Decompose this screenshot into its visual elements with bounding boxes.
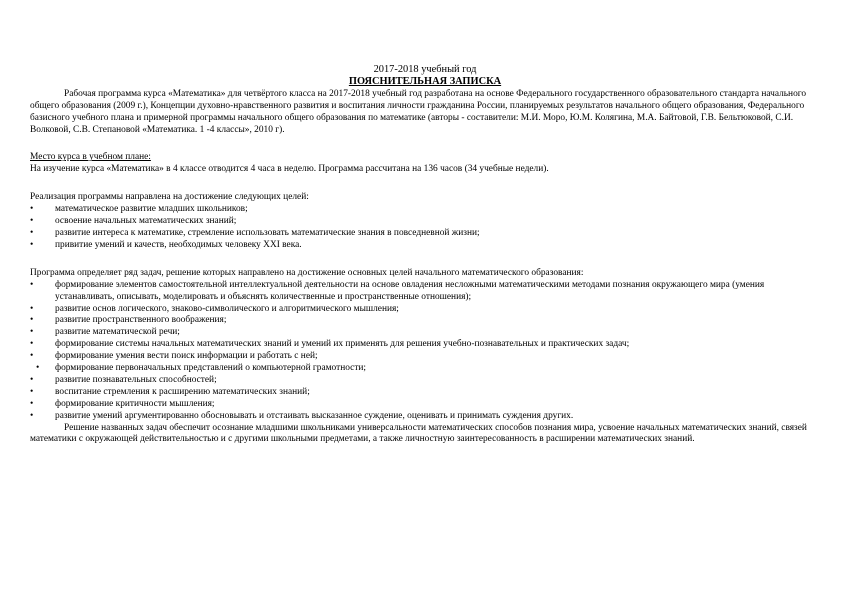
tasks-heading: Программа определяет ряд задач, решение которых направлено на достижение основных целей начального математического образования: (30, 267, 584, 278)
conclusion-paragraph: Решение названных задач обеспечит осознание младшими школьниками универсальности математических способов познания мира, усвоение начальных математических знаний, связей математики с окружающей действительностью и с другими школьными предметами, а также личностную заинтересованность в расширении математических знаний. (30, 422, 807, 445)
bullet-icon: • (30, 279, 34, 290)
task-item: • воспитание стремления к расширению математических знаний; (30, 386, 310, 397)
goals-section (30, 192, 820, 252)
place-section (30, 152, 820, 176)
bullet-icon: • (30, 204, 34, 215)
place-text: На изучение курса «Математика» в 4 классе отводится 4 часа в неделю. Программа рассчитана на 136 часов (34 учебные недели). (30, 164, 549, 175)
bullet-icon: • (36, 363, 40, 374)
bullet-icon: • (30, 351, 34, 362)
document-page (30, 64, 820, 446)
bullet-icon: • (30, 410, 34, 421)
task-item: • формирование первоначальных представлений о компьютерной грамотности; (36, 363, 367, 374)
academic-year: 2017-2018 учебный год (373, 64, 477, 75)
goal-item: • развитие интереса к математике, стремление использовать математические знания в повседневной жизни; (30, 227, 480, 238)
bullet-icon: • (30, 374, 34, 385)
tasks-list (30, 280, 820, 423)
intro-paragraph: Рабочая программа курса «Математика» для четвёртого класса на 2017-2018 учебный год разработана на основе Федерального государственного образовательного стандарта начального общего образования (2009 г.), Концепции духовно-нравственного развития и воспитания личности гражданина России, планируемых результатов начального общего образования, Федерального базисного учебного плана и примерной программы начального общего образования по математике (авторы - составители: М.И. Моро, Ю.М. Колягина, М.А. Байтовой, Г.В. Бельтюковой, С.И. Волковой, С.В. Степановой «Математика. 1 -4 классы», 2010 г). (30, 88, 807, 135)
bullet-icon: • (30, 227, 34, 238)
bullet-icon: • (30, 386, 34, 397)
tasks-section (30, 268, 820, 423)
goal-item: • привитие умений и качеств, необходимых человеку XXI века. (30, 239, 302, 250)
goals-list (30, 204, 820, 252)
bullet-icon: • (30, 303, 34, 314)
bullet-icon: • (30, 339, 34, 350)
goals-heading: Реализация программы направлена на достижение следующих целей: (30, 192, 309, 203)
task-item: • развитие пространственного воображения; (30, 315, 227, 326)
bullet-icon: • (30, 216, 34, 227)
task-item: • формирование системы начальных математических знаний и умений их применять для решения учебно-познавательных и практических задач; (30, 339, 630, 350)
task-item: • формирование критичности мышления; (30, 398, 215, 409)
place-heading: Место курса в учебном плане: (30, 152, 151, 163)
task-item: • развитие основ логического, знаково-символического и алгоритмического мышления; (30, 303, 399, 314)
bullet-icon: • (30, 327, 34, 338)
bullet-icon: • (30, 398, 34, 409)
task-item: • развитие математической речи; (30, 327, 180, 338)
task-item: • развитие познавательных способностей; (30, 374, 217, 385)
goal-item: • математическое развитие младших школьников; (30, 204, 248, 215)
task-item: • формирование элементов самостоятельной интеллектуальной деятельности на основе овладения несложными математическими методами познания окружающего мира (умения устанавливать, описывать, моделировать и объяснять количественные и пространственные отношения); (30, 279, 765, 302)
goal-item: • освоение начальных математических знаний; (30, 216, 237, 227)
task-item: • развитие умений аргументированно обосновывать и отстаивать высказанное суждение, оценивать и принимать суждения других. (30, 410, 574, 421)
bullet-icon: • (30, 315, 34, 326)
document-title: ПОЯСНИТЕЛЬНАЯ ЗАПИСКА (348, 76, 502, 88)
task-item: • формирование умения вести поиск информации и работать с ней; (30, 351, 318, 362)
bullet-icon: • (30, 239, 34, 250)
